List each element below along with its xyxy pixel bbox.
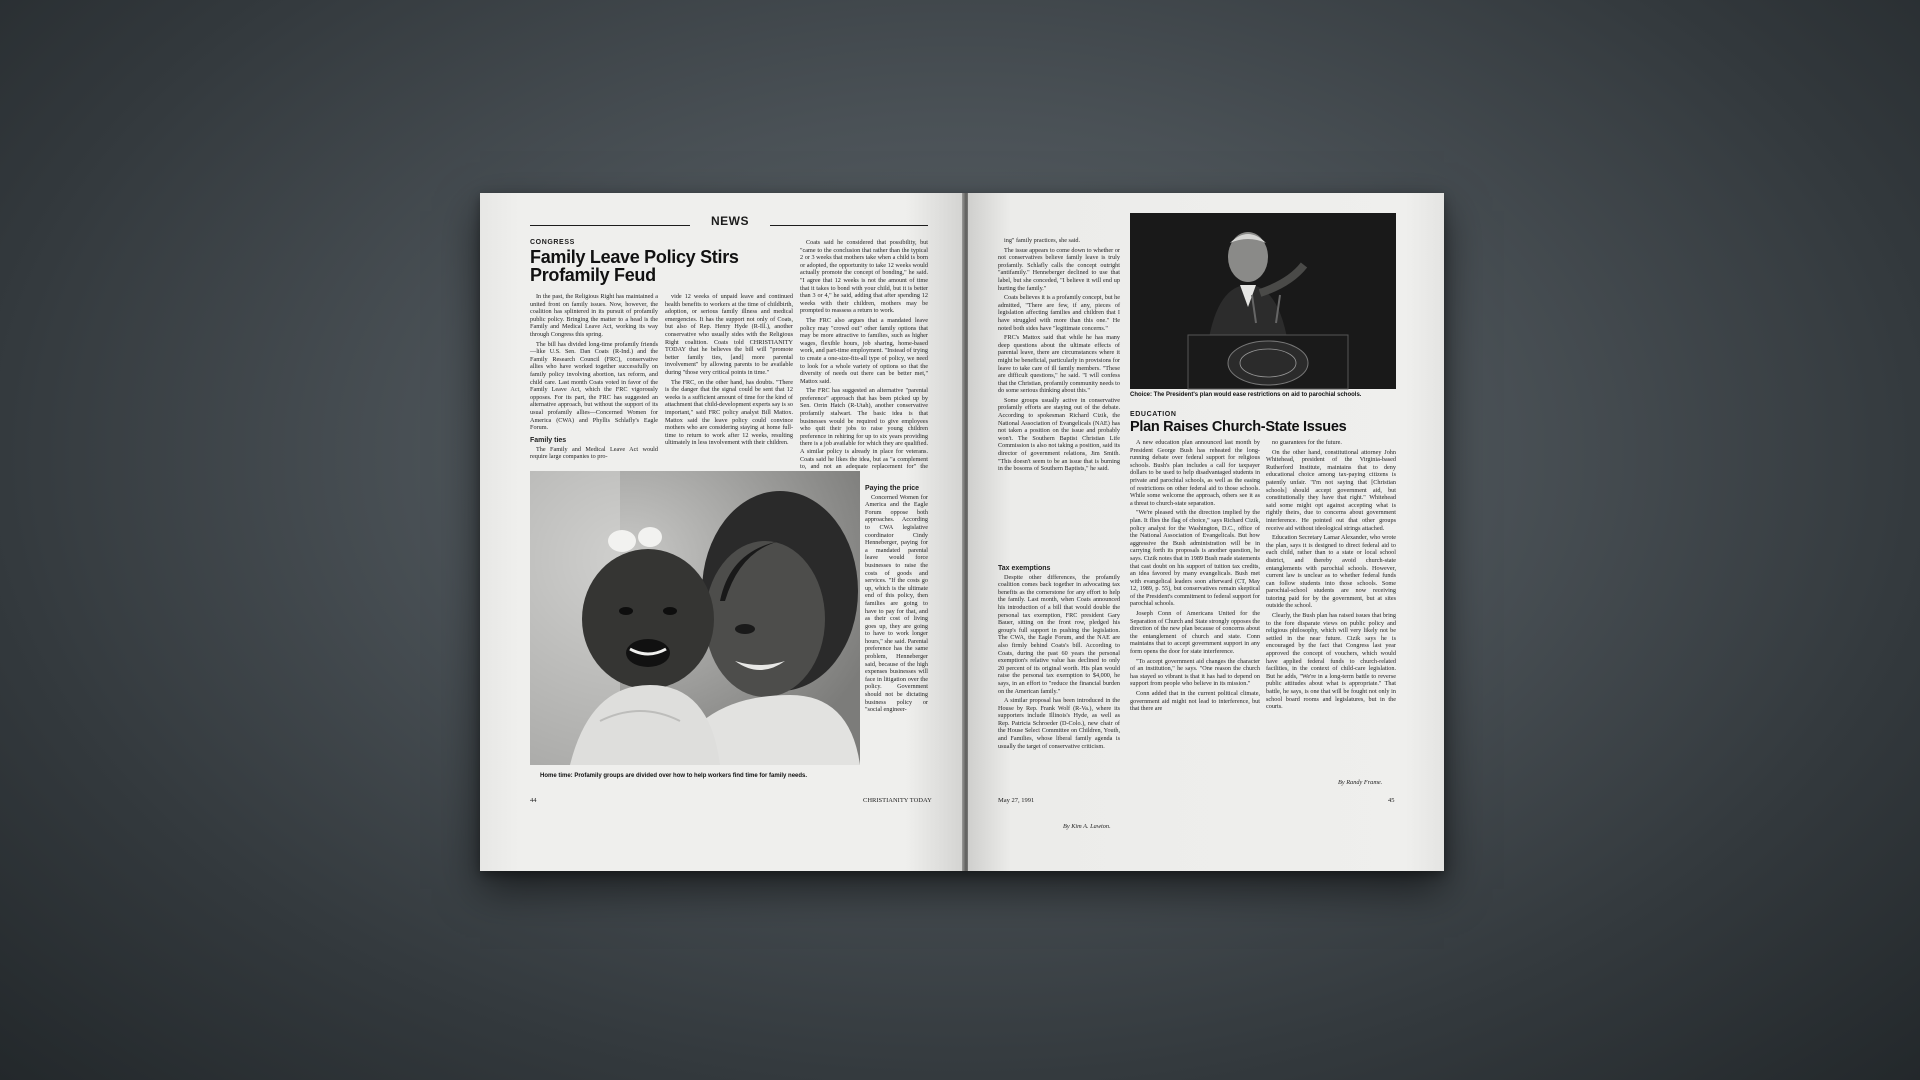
paragraph: Coats said he considered that possibility, but "came to the conclusion that rather than the typical 2 or 3 weeks that mothers take when a child is born or adopted, the opportunity to take 12 weeks would actually promote the concept of bonding," he said. "I agree that 12 weeks is not the amount of time that it takes to bond with your child, but it is better than 3 or 4," he said, adding that after spending 12 weeks with their children, mothers may be prompted to reassess a return to work. [800, 239, 928, 315]
paragraph: Joseph Conn of Americans United for the Separation of Church and State strongly opposes the direction of the new plan because of concerns about the entanglement of church and state. Conn maintains that to accept government support in any form opens the door for state interference. [1130, 610, 1260, 656]
article-column-1 [1130, 439, 1260, 817]
paragraph: Some groups usually active in conservative profamily efforts are staying out of the debate. According to spokesman Richard Cizik, the National Association of Evangelicals (NAE) has not taken a position on the issue and probably won't. The Southern Baptist Christian Life Commission is also not taking a position, said its director of government relations, Jim Smith. "This doesn't seem to be an issue that is burning in the bosoms of Southern Baptists," he said. [998, 396, 1120, 473]
paragraph: Despite other differences, the profamily coalition comes back together in advocating tax benefits as the cornerstone for any effort to help the family. Last month, when Coats announced his introduction of a bill that would double the personal tax exemption, FRC president Gary Bauer, sitting on the front row, pledged his group's full support in pushing the legislation. The CWA, the Eagle Forum, and the NAE are also firmly behind Coats's bill. According to Coats, during the past 60 years the personal exemption's relative value has declined to only 20 percent of its original worth. His plan would raise the personal tax exemption to $4,000, he says, in an effort to "reduce the financial burden on the American family." [998, 573, 1120, 695]
photo-caption: Home time: Profamily groups are divided over how to help workers find time for family needs. [540, 773, 808, 779]
right-page [968, 193, 1444, 871]
paragraph: The FRC has suggested an alternative "parental preference" approach that has been picked up by Sen. Orrin Hatch (R-Utah), another conservative profamily stalwart. The basic idea is that businesses would be required to give employees who quit their jobs to raise young children preference in rehiring for up to six years providing there is a job available for which they are qualified. A similar policy is already in place for veterans. Coats said he likes the idea, but as "a complement to, and not an adequate replacement for" the [800, 387, 928, 471]
article-column-1 [530, 293, 658, 433]
article-column-2 [665, 293, 793, 465]
article-column-continued [998, 237, 1120, 473]
subhead: Tax exemptions [998, 565, 1051, 572]
paragraph: The FRC, on the other hand, has doubts. "There is the danger that the signal could be sent that 12 weeks is a sufficient amount of time for the kind of attachment that child-development experts say is so important," said FRC policy analyst Bill Mattox. Mattox said the leave policy could convince mothers who are considering staying at home full-time to return to work after 12 weeks, resulting ultimately in less involvement with their children. [665, 378, 793, 447]
page-number: 45 [1388, 797, 1395, 804]
left-page [480, 193, 964, 871]
paragraph: The issue appears to come down to whether or not conservatives believe family leave is truly profamily. Schlafly calls the concept outright "antifamily." Henneberger declined to use that label, but she conceded, "I believe it will end up hurting the family." [998, 246, 1120, 292]
paragraph: vide 12 weeks of unpaid leave and continued health benefits to workers at the time of childbirth, adoption, or serious family illness and medical emergencies. It has the support not only of Coats, but also of Rep. Henry Hyde (R-Ill.), another conservative who usually sides with the Religious Right coalition. Coats told CHRISTIANITY TODAY that he believes the bill will "promote better family ties, [and] more parental involvement" by allowing parents to be available during "those very critical points in time." [665, 293, 793, 376]
paragraph: Conn added that in the current political climate, government aid might not lead to interference, but that there are [1130, 690, 1260, 713]
article-column-3 [800, 239, 928, 471]
article-column-1-tail [530, 433, 658, 463]
paragraph: Coats believes it is a profamily concept, but he admitted, "There are few, if any, pieces of legislation affecting families and children that I have struggled with more than this one." He noted both sides have "legitimate concerns." [998, 294, 1120, 332]
article-headline: Plan Raises Church-State Issues [1130, 419, 1347, 435]
paragraph: A similar proposal has been introduced in the House by Rep. Frank Wolf (R-Va.), where its supporters include Illinois's Hyde, as well as Rep. Patricia Schroeder (D-Colo.), new chair of the House Select Committee on Children, Youth, and Families, whose liberal family agenda is usually the target of conservative criticism. [998, 697, 1120, 750]
magazine-title: CHRISTIANITY TODAY [863, 797, 932, 804]
page-number: 44 [530, 797, 537, 804]
article-headline: Family Leave Policy Stirs Profamily Feud [530, 247, 739, 286]
paragraph: Education Secretary Lamar Alexander, who wrote the plan, says it is designed to direct federal aid to each child, rather than to a state or local school district, and thereby avoid church-state entanglements with parochial schools. However, current law is unclear as to whether federal funds can follow students into those schools. Some parochial-school students are now receiving tutoring paid for by the government, but at sites outside the school. [1266, 534, 1396, 610]
article-kicker: EDUCATION [1130, 411, 1177, 418]
magazine-spread [480, 193, 1444, 871]
paragraph: "We're pleased with the direction implied by the plan. It flies the flag of choice," says Richard Cizik, policy analyst for the Washington, D.C., office of the National Association of Evangelicals. But how aggressive the Bush administration will be in carrying forth its proposals is another question, he says. Cizik notes that in 1989 Bush made statements that cast doubt on his support of tuition tax credits, an idea favored by many evangelicals. Bush met with evangelical leaders soon afterward (CT, May 12, 1989, p. 55), but conservatives remain skeptical of the President's commitment to federal support for parochial schools. [1130, 509, 1260, 608]
subhead: Paying the price [865, 485, 920, 492]
issue-date: May 27, 1991 [998, 797, 1035, 804]
paragraph: Clearly, the Bush plan has raised issues that bring to the fore disparate views on public policy and religious philosophy, which will very likely not be settled in the near future. Cizik says he is encouraged by the fact that Congress last year approved the concept of vouchers, which would have applied federal funds to church-related facilities, in the context of child-care legislation. But he adds, "We're in a long-term battle to reverse public attitudes about what is appropriate." That battle, he says, is one that will be fought not only in school board rooms and legislatures, but in the courts. [1266, 612, 1396, 711]
subhead: Family ties [530, 437, 567, 444]
paragraph: ing" family practices, she said. [1004, 237, 1081, 244]
article-column-continued-2 [998, 561, 1120, 809]
paragraph: Concerned Women for America and the Eagle Forum oppose both approaches. According to CWA legislative coordinator Cindy Henneberger, paying for a mandated parental leave would force businesses to raise the costs of goods and services. "If the costs go up, which is the ultimate end of this policy, then families are going to have to pay for that, and as their cost of living goes up, they are going to have to work longer hours," she said. Parental preference has the same problem, Henneberger said, because of the high expenses businesses will face in litigation over the policy. Government should not be dictating business policy or "social engineer- [865, 493, 928, 714]
section-label: NEWS [690, 214, 770, 228]
article-kicker: CONGRESS [530, 239, 575, 246]
paragraph: "To accept government aid changes the character of an institution," he says. "One reason the church has stayed so vibrant is that it has had to depend on support from people who believe in its mission." [1130, 657, 1260, 688]
paragraph: In the past, the Religious Right has maintained a united front on family issues. Now, however, the coalition has splintered in its pursuit of profamily public policy. Bringing the matter to a head is the Family and Medical Leave Act, working its way through Congress this spring. [530, 293, 658, 338]
paragraph: The bill has divided long-time profamily friends—like U.S. Sen. Dan Coats (R-Ind.) and the Family Research Council (FRC), conservative allies who have worked together successfully on family policy involving abortion, tax reform, and child care. Last month Coats voted in favor of the Family Leave Act, which the FRC vigorously opposes. For its part, the FRC has suggested an alternative approach, but without the support of its usual profamily allies—Concerned Women for America (CWA) and Phyllis Schlafly's Eagle Forum. [530, 340, 658, 432]
paragraph: The Family and Medical Leave Act would require large companies to pro- [530, 445, 658, 461]
mother-and-baby-photo [530, 471, 860, 765]
photo-caption: Choice: The President's plan would ease restrictions on aid to parochial schools. [1130, 392, 1362, 398]
paragraph: The FRC also argues that a mandated leave policy may "crowd out" other family options that may be more attractive to families, such as higher wages, flexible hours, job sharing, home-based work, and part-time employment. "Instead of trying to create a one-size-fits-all type of policy, we need to look for a whole variety of options so that the diversity of needs out there can be better met," Mattox said. [800, 316, 928, 385]
paragraph: FRC's Mattox said that while he has many deep questions about the ultimate effects of parental leave, there are circumstances where it might be beneficial, particularly in provisions for leave to take care of ill family members. "These are difficult questions," he said. "I will confess that the Christian, profamily community needs to do some serious thinking about this." [998, 334, 1120, 395]
president-photo [1130, 213, 1396, 389]
paragraph: no guarantees for the future. [1272, 439, 1342, 446]
article-column-3-tail [865, 481, 928, 789]
byline: By Kim A. Lawton. [1063, 823, 1111, 830]
byline: By Randy Frame. [1338, 779, 1383, 786]
paragraph: A new education plan announced last month by President George Bush has reheated the long-running debate over federal support for religious schools. Bush's plan includes a call for taxpayer dollars to be used to help disadvantaged students in private and parochial schools, as well as the easing of restrictions on other federal aid to those schools. While some welcome the approach, others see it as a threat to church-state separation. [1130, 439, 1260, 507]
article-column-2 [1266, 439, 1396, 769]
paragraph: On the other hand, constitutional attorney John Whitehead, president of the Virginia-based Rutherford Institute, maintains that to deny educational choice among tax-paying citizens is patently unfair. "I'm not saying that [Christian schools] should accept government aid, but constitutionally they have that right." Whitehead said some might opt against accepting what is rightly theirs, due to concerns about government interference. He pointed out that other groups receive aid without ideological strings attached. [1266, 448, 1396, 532]
